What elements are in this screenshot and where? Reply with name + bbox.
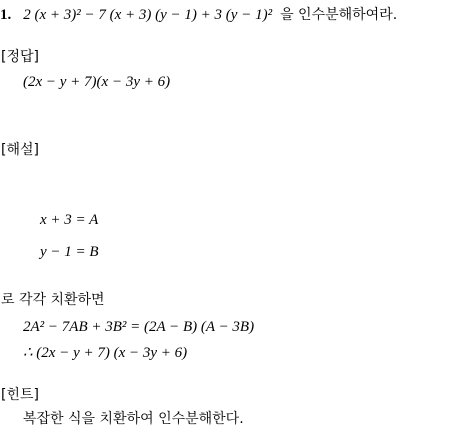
problem-expression: 2 (x + 3)² − 7 (x + 3) (y − 1) + 3 (y − 1)²	[23, 7, 273, 23]
hint-text: 복잡한 식을 치환하여 인수분해한다.	[23, 411, 244, 427]
substitution-a: x + 3 = A	[40, 212, 99, 228]
answer-result: (2x − y + 7)(x − 3y + 6)	[23, 74, 171, 90]
substitution-b: y − 1 = B	[40, 244, 99, 260]
problem-instruction: 을 인수분해하여라.	[280, 7, 398, 23]
explanation-heading: [해설]	[1, 142, 39, 158]
answer-heading: [정답]	[1, 49, 39, 65]
hint-heading: [힌트]	[1, 387, 39, 403]
problem-row	[0, 6, 397, 23]
therefore-step: ∴ (2x − y + 7) (x − 3y + 6)	[23, 345, 188, 361]
problem-number: 1.	[0, 7, 12, 23]
factor-step: 2A² − 7AB + 3B² = (2A − B) (A − 3B)	[23, 319, 255, 335]
replace-text: 로 각각 치환하면	[1, 292, 105, 308]
